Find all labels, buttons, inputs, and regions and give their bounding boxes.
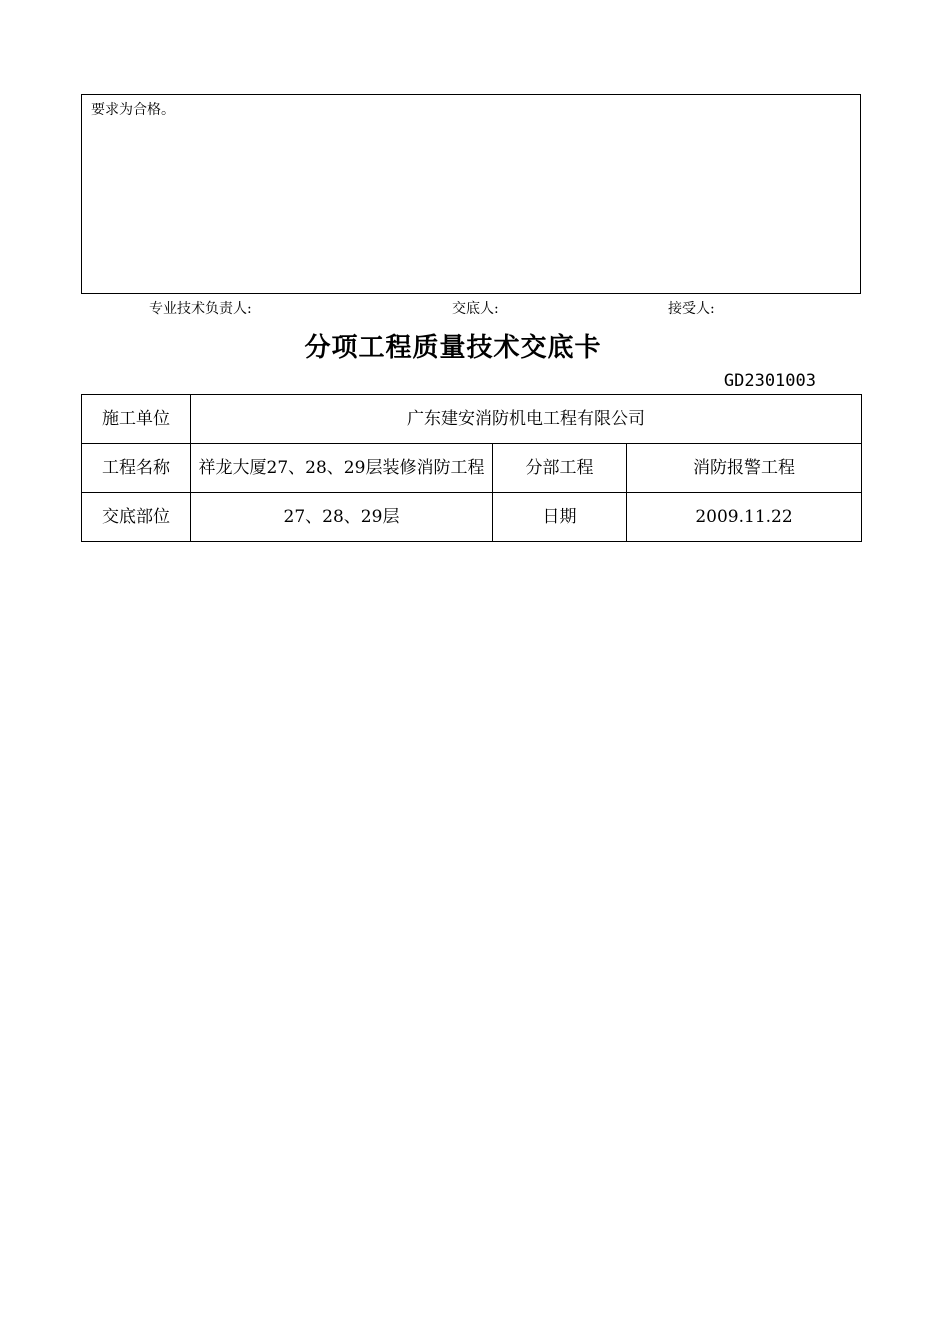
- date-label: 日期: [493, 493, 627, 542]
- unit-label: 施工单位: [82, 395, 191, 444]
- sub-project-label: 分部工程: [493, 444, 627, 493]
- tech-lead-signature-label: 专业技术负责人:: [149, 301, 252, 317]
- table-row: [82, 493, 862, 542]
- sub-project-value: 消防报警工程: [627, 444, 862, 493]
- unit-value: 广东建安消防机电工程有限公司: [191, 395, 862, 444]
- date-value: 2009.11.22: [627, 493, 862, 542]
- table-row: [82, 395, 862, 444]
- project-name-label: 工程名称: [82, 444, 191, 493]
- info-table: [81, 394, 862, 542]
- location-label: 交底部位: [82, 493, 191, 542]
- location-value: 27、28、29层: [191, 493, 493, 542]
- document-number: GD2301003: [723, 371, 816, 391]
- giver-signature-label: 交底人:: [452, 301, 499, 317]
- requirements-box: [81, 94, 861, 294]
- requirements-text: 要求为合格。: [91, 102, 175, 118]
- project-name-value: 祥龙大厦27、28、29层装修消防工程: [191, 444, 493, 493]
- document-title: 分项工程质量技术交底卡: [304, 333, 602, 363]
- table-row: [82, 444, 862, 493]
- receiver-signature-label: 接受人:: [668, 301, 715, 317]
